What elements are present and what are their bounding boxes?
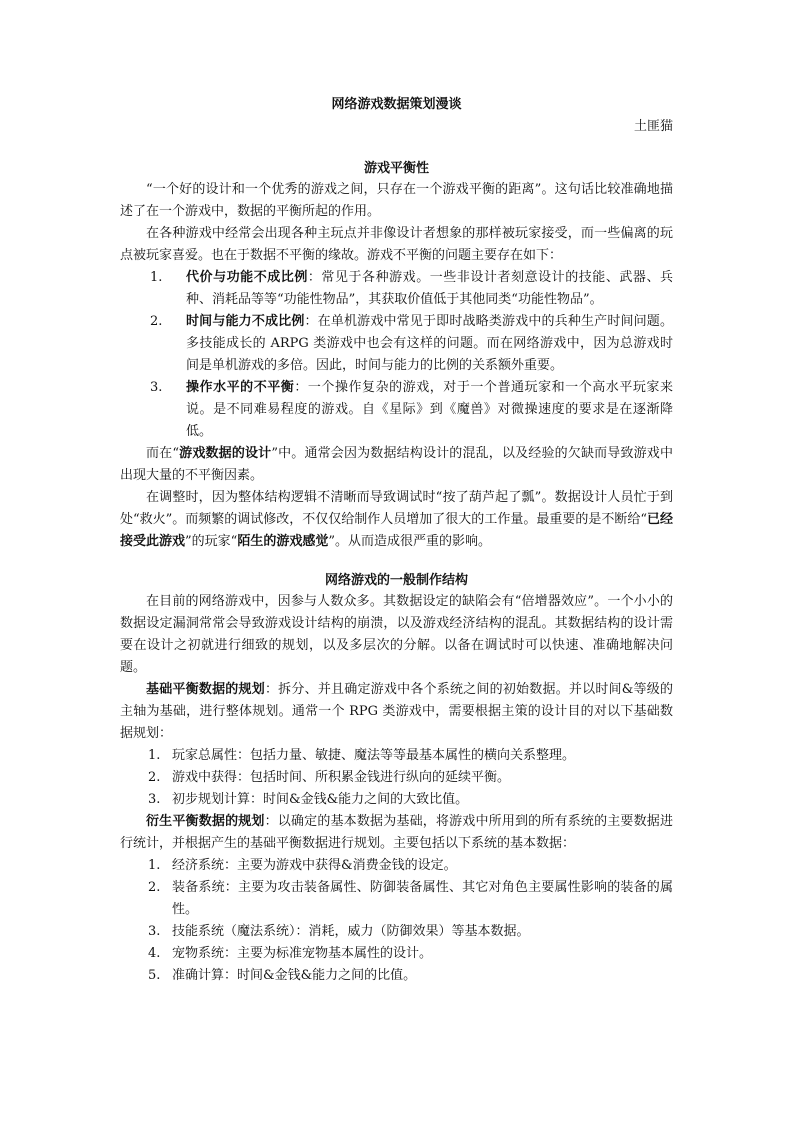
- text-run: ：拆分、并且确定游戏中各个系统之间的初始数据。并以时间&等级的主轴为基础，进行整体规划。通常一个 RPG 类游戏中，需要根据主策的设计目的对以下基础数据规划：: [120, 682, 673, 741]
- emphasis: 已经接受此游戏: [120, 512, 673, 549]
- list-item: [120, 855, 673, 877]
- list-item: [120, 789, 673, 811]
- list-number: 2.: [150, 314, 163, 329]
- list-item-text: 宠物系统：主要为标准宠物基本属性的设计。: [172, 946, 433, 961]
- list-item: [120, 267, 673, 311]
- list-number: 1.: [148, 858, 161, 873]
- list-number: 5.: [148, 968, 161, 983]
- imbalance-list: [120, 267, 673, 443]
- text-run: ：以确定的基本数据为基础，将游戏中所用到的所有系统的主要数据进行统计，并根据产生的基础平衡数据进行规划。主要包括以下系统的基本数据：: [120, 814, 673, 851]
- basic-data-list: [120, 745, 673, 811]
- list-number: 1.: [148, 748, 161, 763]
- list-item: [120, 311, 673, 377]
- document-author: 土匪猫: [633, 119, 673, 134]
- paragraph: 在目前的网络游戏中，因参与人数众多。其数据设定的缺陷会有“倍增器效应”。一个小小的数据设定漏洞常常会导致游戏设计结构的崩溃，以及游戏经济结构的混乱。其数据结构的设计需要在设计之初就进行细致的规划，以及多层次的分解。以备在调试时可以快速、准确地解决问题。: [120, 594, 673, 675]
- text-run: ”的玩家“: [185, 534, 238, 549]
- list-item: [120, 943, 673, 965]
- text-run: 在调整时，因为整体结构逻辑不清晰而导致调试时“按了葫芦起了瓢”。数据设计人员忙于到处“救火”。而频繁的调试修改，不仅仅给制作人员增加了很大的工作量。最重要的是不断给“: [120, 490, 673, 527]
- list-item-text: 经济系统：主要为游戏中获得&消费金钱的设定。: [172, 858, 457, 873]
- list-item-text: ：在单机游戏中常见于即时战略类游戏中的兵种生产时间问题。多技能成长的 ARPG 类游戏中也会有这样的问题。而在网络游戏中，因为总游戏时间是单机游戏的多倍。因此，时间与能力的比例的关系额外重要。: [186, 314, 673, 373]
- emphasis: 衍生平衡数据的规划: [146, 814, 265, 829]
- list-item: [120, 745, 673, 767]
- list-item: [120, 877, 673, 921]
- paragraph: 在各种游戏中经常会出现各种主玩点并非像设计者想象的那样被玩家接受，而一些偏离的玩点被玩家喜爱。也在于数据不平衡的缘故。游戏不平衡的问题主要存在如下：: [120, 226, 673, 263]
- text-run: 而在“: [146, 446, 179, 461]
- paragraph: [120, 487, 673, 553]
- section-title-structure: 网络游戏的一般制作结构: [324, 573, 468, 588]
- list-item-text: 游戏中获得：包括时间、所积累金钱进行纵向的延续平衡。: [172, 770, 511, 785]
- paragraph: [120, 443, 673, 487]
- list-item-heading: 操作水平的不平衡: [186, 380, 295, 395]
- emphasis: 基础平衡数据的规划: [146, 682, 265, 697]
- text-run: ”。从而造成很严重的影响。: [328, 534, 491, 549]
- list-item-text: 玩家总属性：包括力量、敏捷、魔法等等最基本属性的横向关系整理。: [172, 748, 576, 763]
- derived-data-list: [120, 855, 673, 987]
- list-item: [120, 377, 673, 443]
- list-number: 3.: [148, 924, 161, 939]
- document-title: 网络游戏数据策划漫谈: [331, 97, 462, 112]
- list-number: 3.: [150, 380, 163, 395]
- list-item-text: 准确计算：时间&金钱&能力之间的比值。: [172, 968, 417, 983]
- list-number: 3.: [148, 792, 161, 807]
- list-number: 4.: [148, 946, 161, 961]
- list-item-text: ：一个操作复杂的游戏，对于一个普通玩家和一个高水平玩家来说。是不同难易程度的游戏。自《星际》到《魔兽》对微操速度的要求是在逐渐降低。: [186, 380, 673, 439]
- list-item: [120, 767, 673, 789]
- list-item: [120, 965, 673, 987]
- list-item-text: ：常见于各种游戏。一些非设计者刻意设计的技能、武器、兵种、消耗品等等“功能性物品”，其获取价值低于其他同类“功能性物品”。: [186, 270, 673, 307]
- paragraph: [120, 811, 673, 855]
- list-item-text: 装备系统：主要为攻击装备属性、防御装备属性、其它对角色主要属性影响的装备的属性。: [172, 880, 673, 917]
- list-number: 2.: [148, 880, 161, 895]
- emphasis: 陌生的游戏感觉: [237, 534, 329, 549]
- paragraph: [120, 679, 673, 745]
- document-page: [120, 96, 673, 987]
- emphasis: 游戏数据的设计: [178, 446, 272, 461]
- list-number: 1.: [150, 270, 163, 285]
- list-item-heading: 代价与功能不成比例: [186, 270, 308, 285]
- paragraph: “一个好的设计和一个优秀的游戏之间，只存在一个游戏平衡的距离”。这句话比较准确地描述了在一个游戏中，数据的平衡所起的作用。: [120, 182, 673, 219]
- list-item-text: 初步规划计算：时间&金钱&能力之间的大致比值。: [172, 792, 469, 807]
- section-title-balance: 游戏平衡性: [363, 161, 429, 176]
- list-number: 2.: [148, 770, 161, 785]
- text-run: ”中。通常会因为数据结构设计的混乱，以及经验的欠缺而导致游戏中出现大量的不平衡因素。: [120, 446, 673, 483]
- list-item-text: 技能系统（魔法系统）：消耗，威力（防御效果）等基本数据。: [172, 924, 530, 939]
- list-item-heading: 时间与能力不成比例: [186, 314, 305, 329]
- list-item: [120, 921, 673, 943]
